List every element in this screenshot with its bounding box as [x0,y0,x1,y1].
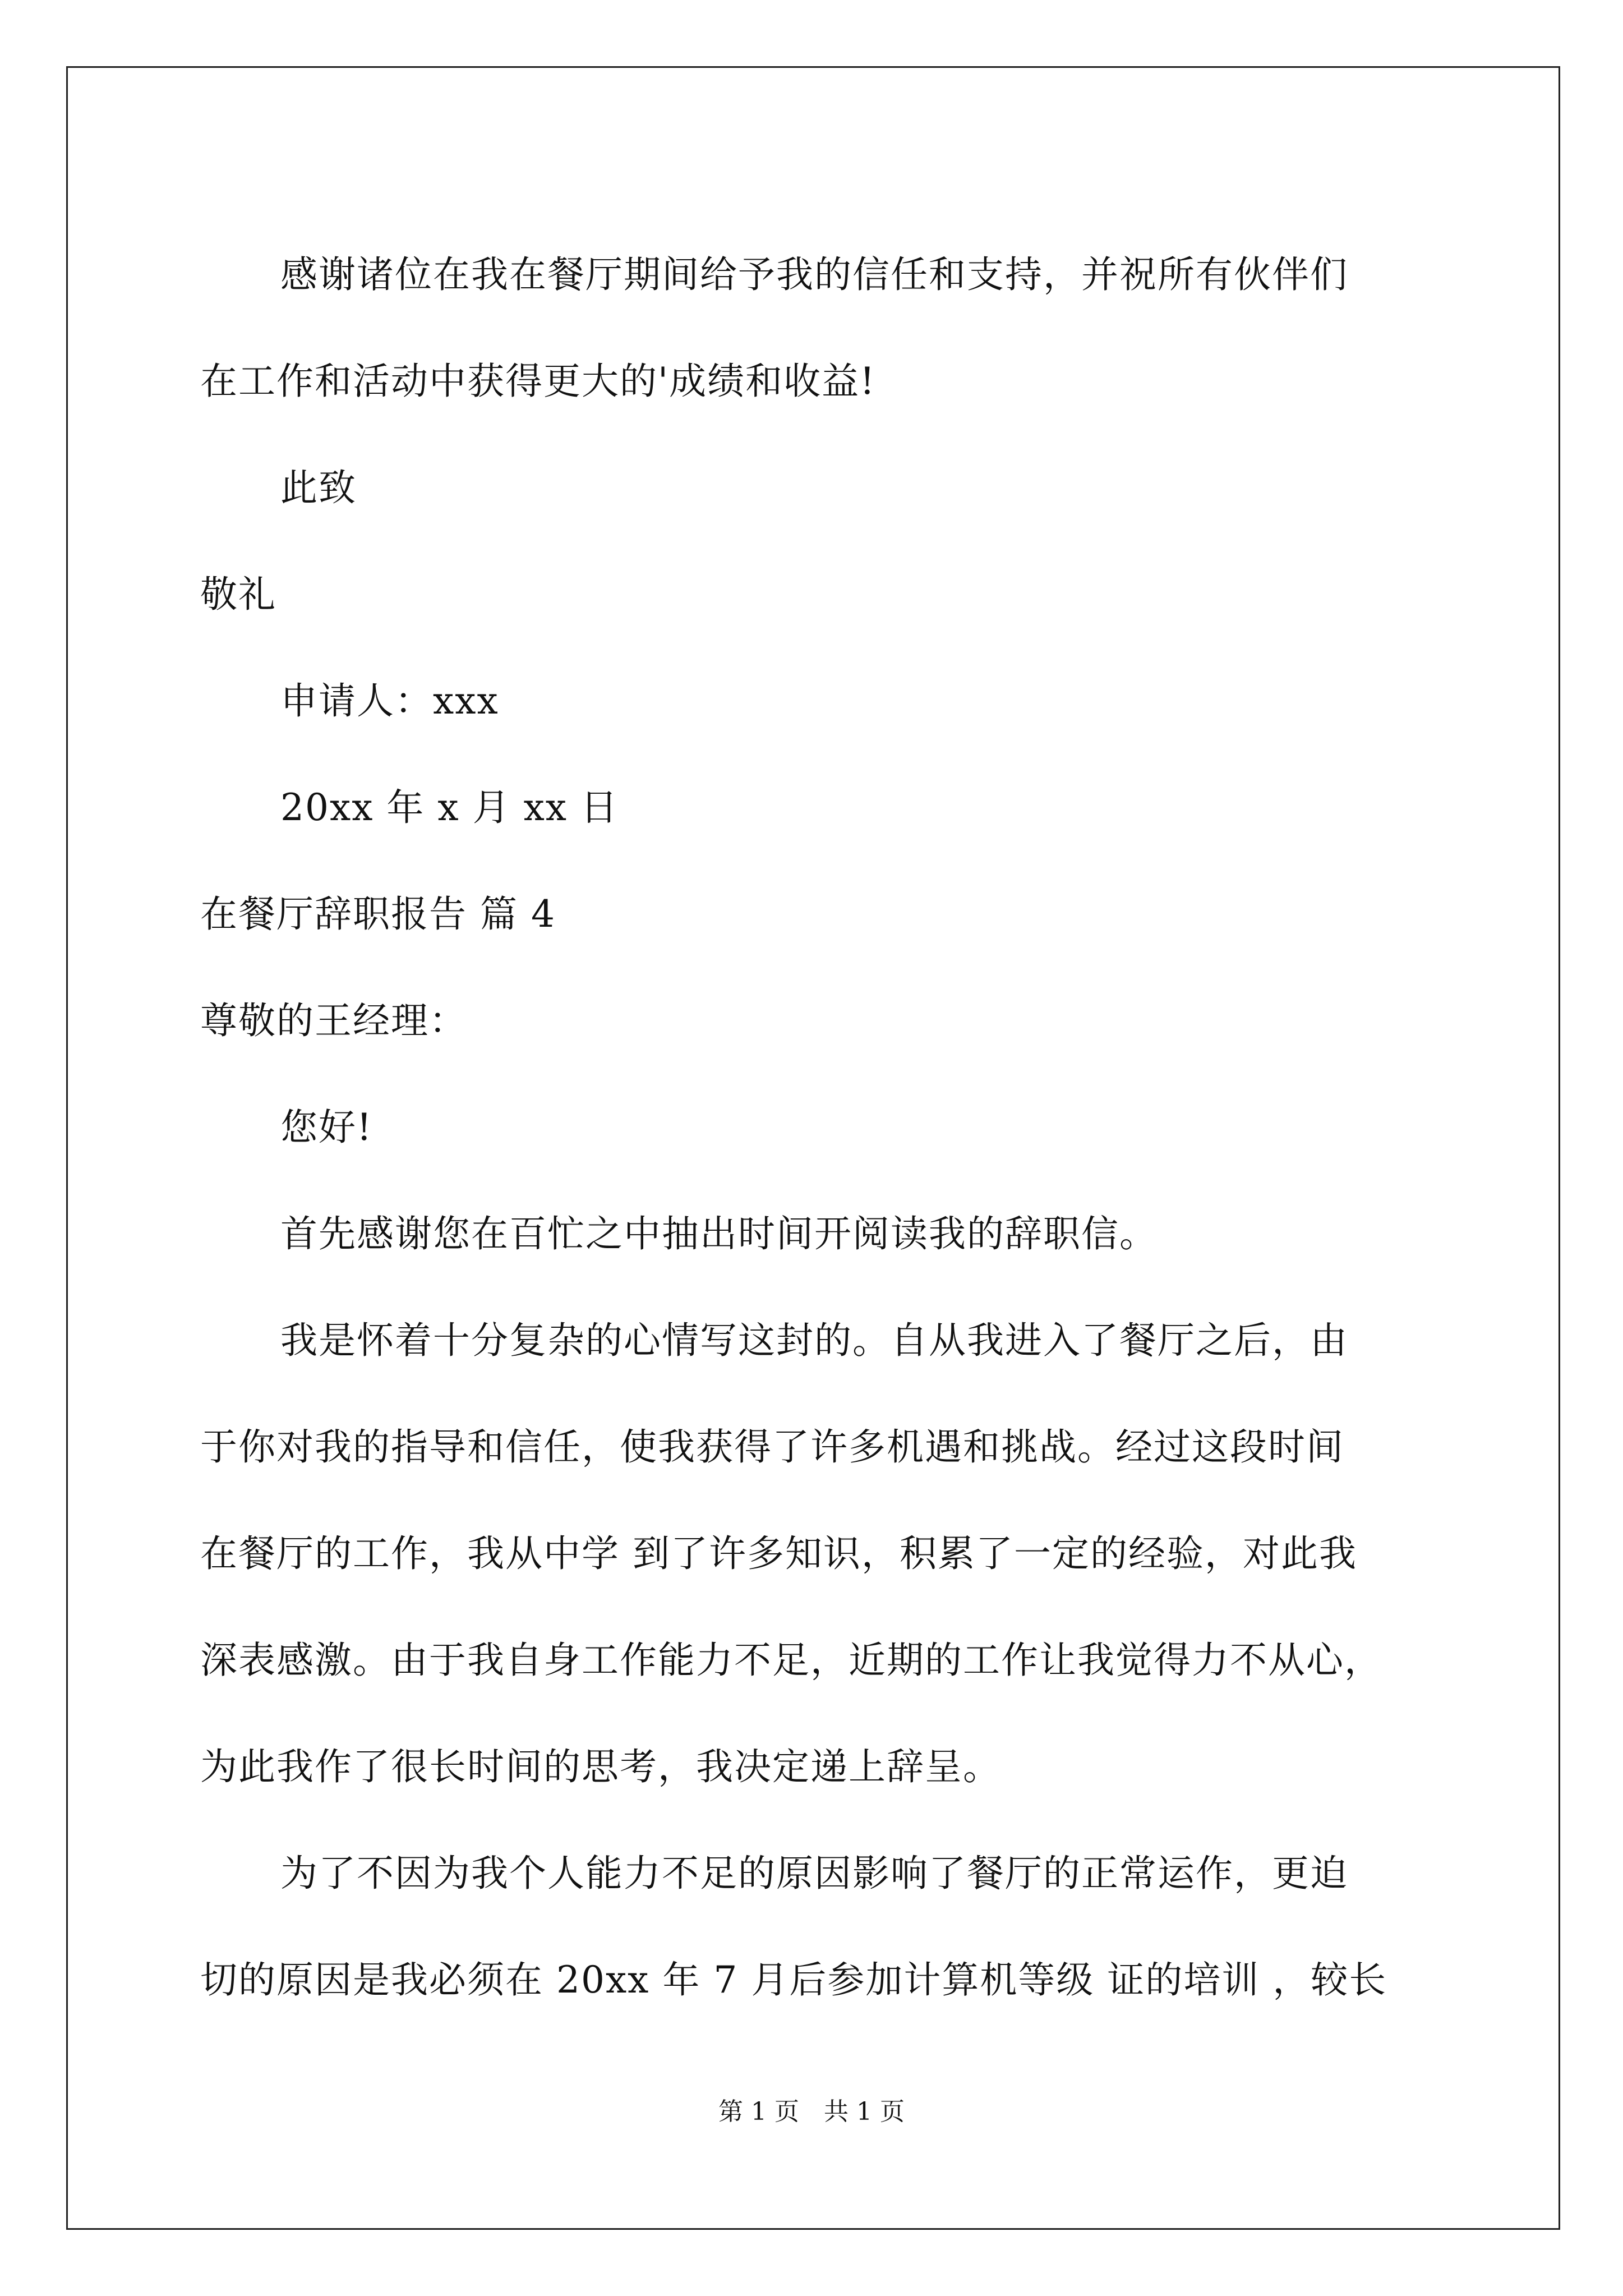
paragraph-line: 于你对我的指导和信任，使我获得了许多机遇和挑战。经过这段时间 [200,1425,1344,1469]
paragraph-line: 感谢诸位在我在餐厅期间给予我的信任和支持，并祝所有伙伴们 [280,253,1348,296]
paragraph-line: 深表感激。由于我自身工作能力不足，近期的工作让我觉得力不从心， [200,1639,1382,1682]
paragraph-line: 首先感谢您在百忙之中抽出时间开阅读我的辞职信。 [280,1212,1158,1255]
paragraph-line: 在餐厅的工作，我从中学 到了许多知识，积累了一定的经验，对此我 [200,1532,1357,1575]
date-line: 20xx 年 x 月 xx 日 [280,786,619,829]
paragraph-line: 在工作和活动中获得更大的'成绩和收益! [200,360,876,403]
page-footer [0,2091,1623,2127]
paragraph-line: 为了不因为我个人能力不足的原因影响了餐厅的正常运作，更迫 [280,1852,1348,1895]
paragraph-line: 为此我作了很长时间的思考，我决定递上辞呈。 [200,1745,1001,1788]
paragraph-line: 我是怀着十分复杂的心情写这封的。自从我进入了餐厅之后，由 [280,1319,1348,1362]
closing-salutation: 此致 [280,466,357,509]
section-heading: 在餐厅辞职报告 篇 4 [200,892,556,936]
page-number: 第 1 页 [718,2097,799,2126]
document-body [200,222,1434,2033]
applicant-line: 申请人：xxx [280,679,499,723]
paragraph-line: 切的原因是我必须在 20xx 年 7 月后参加计算机等级 证的培训 ，较长 [200,1958,1387,2001]
page-total: 共 1 页 [824,2097,905,2126]
closing-regards: 敬礼 [200,573,276,616]
letter-greeting: 尊敬的王经理： [200,999,467,1042]
letter-hello: 您好! [280,1106,373,1149]
